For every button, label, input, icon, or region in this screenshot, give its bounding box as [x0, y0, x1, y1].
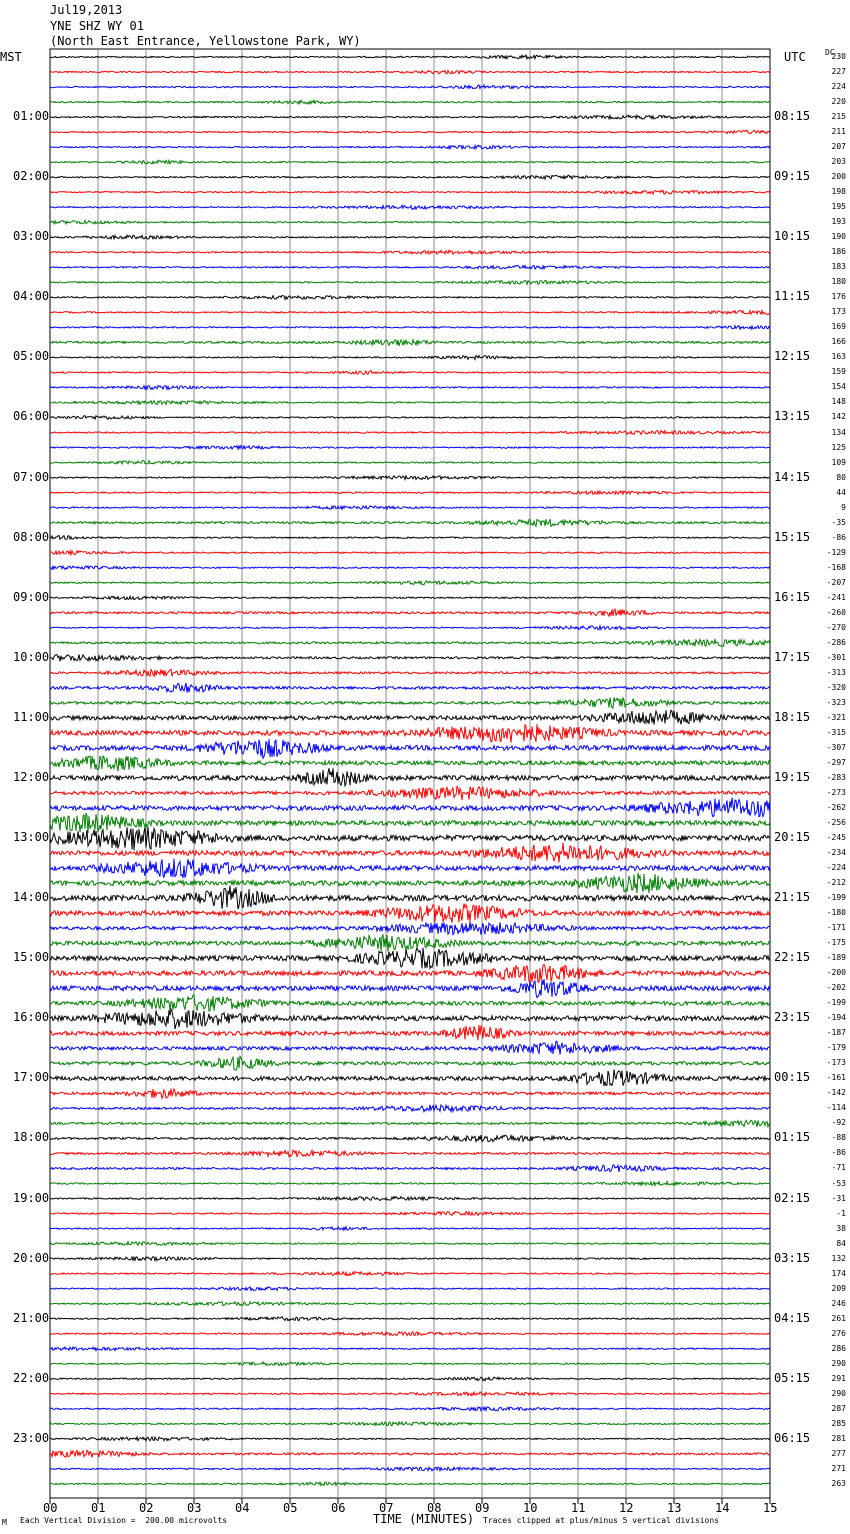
clip-note: Traces clipped at plus/minus 5 vertical divisions [483, 1516, 720, 1525]
dc-offset-label: -1 [836, 1208, 846, 1218]
seismic-trace [50, 476, 770, 480]
utc-hour-label: 01:15 [774, 1130, 811, 1145]
seismic-trace [50, 296, 770, 300]
utc-hour-label: 18:15 [774, 709, 811, 724]
seismic-trace [50, 1392, 770, 1396]
scale-note: Each Vertical Division = 200.00 microvolts [20, 1516, 228, 1525]
utc-hour-label: 13:15 [774, 409, 811, 424]
seismic-trace [50, 710, 770, 724]
dc-offset-label: 209 [831, 1283, 846, 1293]
mst-hour-label: 13:00 [13, 830, 50, 845]
dc-offset-label: 290 [831, 1358, 846, 1368]
mst-hour-label: 08:00 [13, 529, 50, 544]
dc-offset-label: 190 [831, 232, 846, 242]
seismic-trace [50, 1197, 770, 1201]
mst-hour-label: 02:00 [13, 169, 50, 184]
mst-hour-label: 07:00 [13, 469, 50, 484]
dc-offset-label: 169 [831, 322, 846, 332]
seismic-trace [50, 1135, 770, 1142]
dc-offset-label: -323 [826, 697, 846, 707]
seismic-trace [50, 1165, 770, 1172]
dc-offset-label: -129 [826, 547, 846, 557]
dc-offset-label: 287 [831, 1403, 846, 1413]
seismic-trace [50, 250, 770, 254]
seismic-trace [50, 371, 770, 375]
dc-offset-label: 84 [836, 1238, 846, 1248]
seismic-trace [50, 1302, 770, 1306]
dc-offset-label: 174 [831, 1268, 846, 1278]
dc-offset-label: -321 [826, 712, 846, 722]
x-tick-label: 07 [379, 1501, 394, 1515]
seismic-trace [50, 1025, 770, 1040]
plot-frame [50, 49, 770, 1498]
dc-offset-label: -260 [826, 607, 846, 617]
seismic-trace [50, 266, 770, 270]
seismic-trace [50, 1437, 770, 1441]
mst-axis-label: MST [0, 50, 22, 64]
x-tick-label: 11 [571, 1501, 586, 1515]
utc-hour-label: 14:15 [774, 469, 811, 484]
seismic-trace [50, 948, 770, 969]
seismic-trace [50, 873, 770, 893]
seismic-trace [50, 536, 770, 540]
seismic-trace [50, 1422, 770, 1426]
x-tick-label: 06 [331, 1501, 346, 1515]
seismic-trace [50, 386, 770, 390]
seismic-trace [50, 1041, 770, 1054]
dc-offset-label: -88 [831, 1133, 846, 1143]
dc-offset-label: -286 [826, 637, 846, 647]
utc-hour-label: 11:15 [774, 289, 811, 304]
seismic-trace [50, 995, 770, 1011]
dc-offset-label: 132 [831, 1253, 846, 1263]
dc-offset-label: 261 [831, 1313, 846, 1323]
dc-offset-label: -168 [826, 562, 846, 572]
plot-date: Jul19,2013 [50, 3, 123, 17]
seismic-trace [50, 1467, 770, 1471]
seismic-trace [50, 1362, 770, 1366]
seismic-trace [50, 340, 770, 346]
dc-offset-label: 125 [831, 442, 846, 452]
dc-offset-label: -142 [826, 1088, 846, 1098]
utc-hour-label: 20:15 [774, 830, 811, 845]
dc-offset-label: -320 [826, 682, 846, 692]
utc-hour-label: 17:15 [774, 649, 811, 664]
mst-hour-label: 20:00 [13, 1250, 50, 1265]
seismic-trace [50, 311, 770, 315]
utc-hour-label: 00:15 [774, 1070, 811, 1085]
dc-offset-label: -71 [831, 1163, 846, 1173]
x-tick-label: 05 [283, 1501, 298, 1515]
x-tick-label: 12 [619, 1501, 634, 1515]
seismic-trace [50, 922, 770, 935]
dc-offset-label: 198 [831, 187, 846, 197]
dc-offset-label: 277 [831, 1448, 846, 1458]
dc-offset-label: -224 [826, 863, 846, 873]
seismic-trace [50, 551, 770, 555]
seismic-trace [50, 886, 770, 909]
dc-offset-label: 159 [831, 367, 846, 377]
dc-offset-label: -200 [826, 968, 846, 978]
dc-offset-label: 246 [831, 1298, 846, 1308]
seismic-trace [50, 1227, 770, 1230]
seismic-trace [50, 416, 770, 420]
seismic-trace [50, 859, 770, 878]
seismic-trace [50, 1105, 770, 1112]
seismic-trace [50, 1181, 770, 1185]
seismic-trace [50, 655, 770, 662]
dc-offset-label: 134 [831, 427, 846, 437]
dc-offset-label: -283 [826, 772, 846, 782]
mst-hour-label: 16:00 [13, 1010, 50, 1025]
mst-hour-label: 23:00 [13, 1430, 50, 1445]
seismic-trace [50, 697, 770, 708]
seismic-trace [50, 1070, 770, 1086]
x-tick-label: 13 [667, 1501, 682, 1515]
utc-hour-label: 09:15 [774, 169, 811, 184]
seismic-trace [50, 491, 770, 494]
seismic-trace [50, 1009, 770, 1029]
dc-offset-label: -241 [826, 592, 846, 602]
seismic-trace [50, 356, 770, 360]
seismic-trace [50, 1272, 770, 1276]
utc-hour-label: 12:15 [774, 349, 811, 364]
seismic-trace [50, 1377, 770, 1381]
x-tick-label: 00 [43, 1501, 58, 1515]
dc-offset-label: -256 [826, 818, 846, 828]
seismic-trace [50, 768, 770, 786]
dc-offset-label: -202 [826, 983, 846, 993]
dc-offset-label: -307 [826, 742, 846, 752]
x-tick-label: 14 [715, 1501, 730, 1515]
mst-hour-label: 19:00 [13, 1190, 50, 1205]
seismic-trace [50, 130, 770, 134]
dc-offset-label: 290 [831, 1388, 846, 1398]
dc-offset-label: 203 [831, 157, 846, 167]
seismic-trace [50, 446, 770, 449]
dc-offset-label: 183 [831, 262, 846, 272]
seismic-trace [50, 683, 770, 693]
dc-offset-label: 220 [831, 97, 846, 107]
mst-hour-label: 21:00 [13, 1310, 50, 1325]
dc-offset-label: -86 [831, 532, 846, 542]
corner-mark: M [2, 1518, 7, 1527]
dc-offset-label: -180 [826, 908, 846, 918]
mst-hour-label: 09:00 [13, 589, 50, 604]
dc-offset-label: -234 [826, 848, 846, 858]
mst-hour-label: 15:00 [13, 950, 50, 965]
mst-hour-label: 22:00 [13, 1370, 50, 1385]
seismic-trace [50, 1407, 770, 1411]
seismic-trace [50, 581, 770, 585]
dc-offset-label: 207 [831, 142, 846, 152]
seismic-trace [50, 965, 770, 983]
dc-offset-label: 9 [841, 502, 846, 512]
seismic-trace [50, 669, 770, 676]
dc-offset-label: -31 [831, 1193, 846, 1203]
seismic-trace [50, 506, 770, 509]
dc-offset-label: 291 [831, 1373, 846, 1383]
seismic-trace [50, 100, 770, 104]
station-name: YNE SHZ WY 01 [50, 19, 144, 33]
seismic-trace [50, 1120, 770, 1127]
seismic-trace [50, 55, 770, 59]
utc-hour-label: 15:15 [774, 529, 811, 544]
seismic-trace [50, 145, 770, 149]
dc-offset-label: 173 [831, 307, 846, 317]
seismic-trace [50, 1332, 770, 1336]
seismic-trace [50, 1150, 770, 1157]
seismic-trace [50, 566, 770, 570]
mst-hour-label: 11:00 [13, 709, 50, 724]
dc-offset-label: 285 [831, 1418, 846, 1428]
seismic-trace [50, 904, 770, 923]
seismic-trace [50, 280, 770, 284]
seismic-trace [50, 626, 770, 630]
mst-hour-label: 03:00 [13, 229, 50, 244]
dc-offset-label: -273 [826, 787, 846, 797]
seismic-trace [50, 1057, 770, 1071]
x-tick-label: 15 [763, 1501, 778, 1515]
dc-offset-label: 180 [831, 277, 846, 287]
seismic-trace [50, 756, 770, 771]
x-tick-label: 04 [235, 1501, 250, 1515]
dc-offset-label: -199 [826, 893, 846, 903]
dc-offset-label: -173 [826, 1058, 846, 1068]
seismic-trace [50, 979, 770, 997]
dc-offset-label: 193 [831, 217, 846, 227]
dc-offset-label: 281 [831, 1433, 846, 1443]
dc-offset-label: -53 [831, 1178, 846, 1188]
seismic-trace [50, 1287, 770, 1291]
station-location: (North East Entrance, Yellowstone Park, WY) [50, 34, 361, 48]
dc-axis-label: DC [825, 48, 835, 57]
dc-offset-label: 211 [831, 127, 846, 137]
seismic-trace [50, 813, 770, 833]
dc-offset-label: -86 [831, 1148, 846, 1158]
seismic-trace [50, 1317, 770, 1321]
dc-offset-label: -270 [826, 622, 846, 632]
seismic-trace [50, 786, 770, 800]
seismic-trace [50, 85, 770, 89]
dc-offset-label: -245 [826, 833, 846, 843]
x-axis-title: TIME (MINUTES) [373, 1512, 475, 1526]
dc-offset-label: 276 [831, 1328, 846, 1338]
utc-hour-label: 03:15 [774, 1250, 811, 1265]
dc-offset-label: -161 [826, 1073, 846, 1083]
dc-offset-label: -297 [826, 757, 846, 767]
utc-hour-label: 22:15 [774, 950, 811, 965]
utc-hour-label: 16:15 [774, 589, 811, 604]
dc-offset-label: -35 [831, 517, 846, 527]
seismic-trace [50, 1450, 770, 1457]
dc-offset-label: 44 [836, 487, 846, 497]
seismic-trace [50, 798, 770, 817]
seismic-trace [50, 190, 770, 194]
seismic-trace [50, 220, 770, 224]
seismic-trace [50, 639, 770, 646]
seismic-trace [50, 739, 770, 758]
x-tick-label: 09 [475, 1501, 490, 1515]
seismic-trace [50, 827, 770, 850]
dc-offset-label: 148 [831, 397, 846, 407]
dc-offset-label: -207 [826, 577, 846, 587]
utc-hour-label: 06:15 [774, 1430, 811, 1445]
mst-hour-label: 17:00 [13, 1070, 50, 1085]
seismic-trace [50, 724, 770, 743]
x-tick-label: 08 [427, 1501, 442, 1515]
utc-hour-label: 23:15 [774, 1010, 811, 1025]
mst-hour-label: 05:00 [13, 349, 50, 364]
seismic-trace [50, 461, 770, 464]
seismic-trace [50, 934, 770, 951]
seismic-trace [50, 70, 770, 74]
dc-offset-label: -92 [831, 1118, 846, 1128]
dc-offset-label: -175 [826, 938, 846, 948]
x-tick-label: 10 [523, 1501, 538, 1515]
dc-offset-label: 263 [831, 1478, 846, 1488]
dc-offset-label: 163 [831, 352, 846, 362]
seismic-trace [50, 596, 770, 600]
dc-offset-label: 142 [831, 412, 846, 422]
seismic-trace [50, 431, 770, 435]
seismic-trace [50, 519, 770, 526]
dc-offset-label: 230 [831, 52, 846, 61]
seismic-trace [50, 1347, 770, 1351]
x-tick-label: 01 [91, 1501, 106, 1515]
seismic-trace [50, 1242, 770, 1246]
seismic-trace [50, 609, 770, 616]
dc-offset-label: 166 [831, 337, 846, 347]
seismic-trace [50, 115, 770, 119]
mst-hour-label: 10:00 [13, 649, 50, 664]
mst-hour-label: 01:00 [13, 109, 50, 124]
dc-offset-label: 195 [831, 202, 846, 212]
dc-offset-label: 176 [831, 292, 846, 302]
mst-hour-label: 14:00 [13, 890, 50, 905]
mst-hour-label: 06:00 [13, 409, 50, 424]
dc-offset-label: 109 [831, 457, 846, 467]
seismic-trace [50, 1089, 770, 1099]
dc-offset-label: -187 [826, 1028, 846, 1038]
dc-offset-label: 200 [831, 172, 846, 182]
dc-offset-label: -262 [826, 803, 846, 812]
utc-hour-label: 19:15 [774, 769, 811, 784]
seismic-trace [50, 401, 770, 405]
utc-hour-label: 02:15 [774, 1190, 811, 1205]
x-tick-label: 03 [187, 1501, 202, 1515]
utc-hour-label: 10:15 [774, 229, 811, 244]
dc-offset-label: -194 [826, 1013, 846, 1023]
dc-offset-label: -315 [826, 727, 846, 737]
utc-hour-label: 08:15 [774, 109, 811, 124]
dc-offset-label: 215 [831, 112, 846, 122]
seismic-trace [50, 1482, 770, 1486]
dc-offset-label: 271 [831, 1463, 846, 1473]
utc-hour-label: 05:15 [774, 1370, 811, 1385]
dc-offset-label: -189 [826, 953, 846, 963]
seismic-trace [50, 1257, 770, 1261]
dc-offset-label: 80 [836, 472, 846, 482]
dc-offset-label: -179 [826, 1043, 846, 1053]
dc-offset-label: 154 [831, 382, 846, 392]
utc-axis-label: UTC [784, 50, 806, 64]
dc-offset-label: -114 [826, 1103, 846, 1113]
dc-offset-label: 224 [831, 82, 846, 92]
dc-offset-label: 186 [831, 247, 846, 257]
mst-hour-label: 18:00 [13, 1130, 50, 1145]
mst-hour-label: 12:00 [13, 769, 50, 784]
utc-hour-label: 04:15 [774, 1310, 811, 1325]
seismic-trace [50, 205, 770, 209]
dc-offset-label: -199 [826, 998, 846, 1008]
seismic-trace [50, 235, 770, 239]
seismic-trace [50, 326, 770, 330]
dc-offset-label: 286 [831, 1343, 846, 1353]
seismic-trace [50, 160, 770, 164]
seismic-trace [50, 843, 770, 863]
utc-hour-label: 21:15 [774, 890, 811, 905]
dc-offset-label: -301 [826, 652, 846, 662]
dc-offset-label: 227 [831, 67, 846, 77]
seismic-trace [50, 175, 770, 179]
dc-offset-label: -171 [826, 923, 846, 933]
dc-offset-label: -212 [826, 878, 846, 888]
dc-offset-label: -313 [826, 667, 846, 677]
seismic-trace [50, 1212, 770, 1216]
dc-offset-label: 38 [836, 1223, 846, 1233]
x-tick-label: 02 [139, 1501, 154, 1515]
mst-hour-label: 04:00 [13, 289, 50, 304]
